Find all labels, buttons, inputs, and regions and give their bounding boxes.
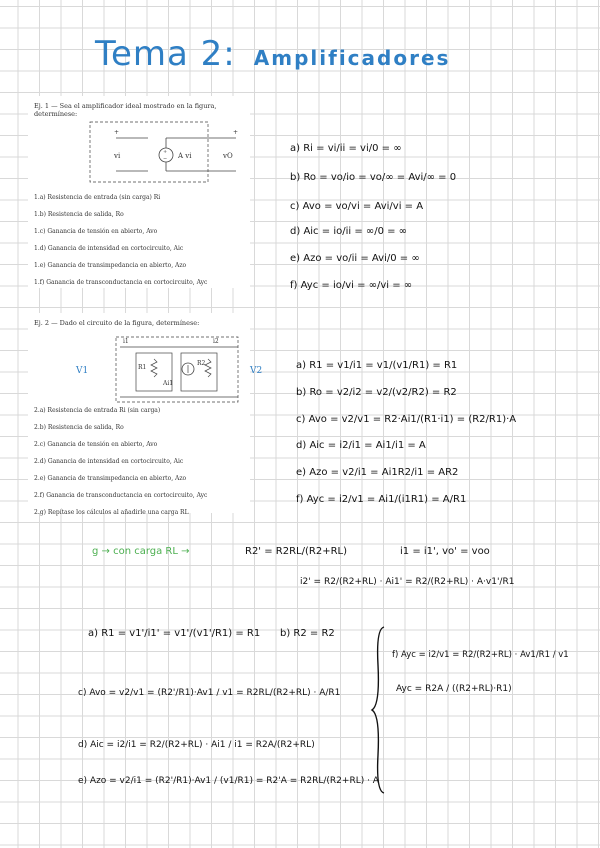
list-item: 2.c) Ganancia de tensión en abierto, Avo — [34, 441, 158, 448]
ex1-answer-b: b) Ro = vo/io = vo/∞ = Avi/∞ = 0 — [290, 172, 457, 183]
ex2-answer-a: a) R1 = v1/i1 = v1/(v1/R1) = R1 — [296, 360, 458, 371]
title-sub: Amplificadores — [253, 46, 451, 70]
ex2-i1-label: i1 — [123, 338, 129, 345]
part-g-answer-d: d) Aic = i2/i1 = R2/(R2+RL) · Ai1 / i1 = R2A/(R2+RL) — [78, 740, 315, 750]
part-g-answer-a: a) R1 = v1'/i1' = v1'/(v1'/R1) = R1 — [88, 628, 261, 639]
ex1-answer-c: c) Avo = vo/vi = Avi/vi = A — [290, 201, 424, 212]
part-g-answer-b: b) R2 = R2 — [280, 628, 335, 639]
list-item: 1.c) Ganancia de tensión en abierto, Avo — [34, 228, 158, 235]
part-g-answer-f2: Ayc = R2A / ((R2+RL)·R1) — [396, 684, 512, 694]
exercise-2-card — [28, 313, 263, 516]
part-g-answer-c: c) Avo = v2/v1 = (R2'/R1)·Av1 / v1 = R2RL/(R2+RL) · A/R1 — [78, 688, 341, 698]
ex1-vi-label: vi — [114, 152, 121, 160]
list-item: 2.b) Resistencia de salida, Ro — [34, 424, 124, 431]
ex2-v1-label: V1 — [76, 366, 89, 376]
ex1-plus-out: + — [233, 129, 239, 136]
ex1-answer-f: f) Ayc = io/vi = ∞/vi = ∞ — [290, 280, 413, 291]
list-item: 1.d) Ganancia de intensidad en cortocircuito, Aic — [34, 245, 184, 252]
ex2-i2-label: i2 — [213, 338, 219, 345]
page-title — [95, 34, 450, 74]
title-main: Tema 2: — [95, 34, 236, 74]
exercise-1-circuit — [28, 96, 250, 191]
ex2-answer-d: d) Aic = i2/i1 = Ai1/i1 = A — [296, 440, 426, 451]
part-g-i2-prime: i2' = R2/(R2+RL) · Ai1' = R2/(R2+RL) · A·v1'/R1 — [300, 577, 515, 587]
ex2-r1-label: R1 — [138, 364, 147, 371]
svg-text:+: + — [163, 149, 168, 155]
exercise-1-items — [34, 194, 207, 296]
list-item: 2.e) Ganancia de transimpedancia en abierto, Azo — [34, 475, 187, 482]
ex1-source-label: A vi — [178, 152, 192, 160]
exercise-1-card — [28, 96, 250, 288]
exercise-2-statement: Ej. 2 — Dado el circuito de la figura, determínese: — [34, 319, 200, 327]
ex2-answer-c: c) Avo = v2/v1 = R2·Ai1/(R1·i1) = (R2/R1)·A — [296, 414, 517, 425]
list-item: 1.b) Resistencia de salida, Ro — [34, 211, 124, 218]
list-item: 2.g) Repítase los cálculos al añadirle una carga RL — [34, 509, 189, 516]
part-g-r2-prime: R2' = R2RL/(R2+RL) — [245, 546, 348, 557]
svg-text:−: − — [163, 156, 168, 162]
ex2-source-label: Ai1 — [163, 380, 174, 387]
exercise-2-circuit — [28, 313, 263, 408]
ex1-answer-d: d) Aic = io/ii = ∞/0 = ∞ — [290, 226, 407, 237]
ex2-answer-f: f) Ayc = i2/v1 = Ai1/(i1R1) = A/R1 — [296, 494, 467, 505]
ex1-answer-a: a) Ri = vi/ii = vi/0 = ∞ — [290, 143, 402, 154]
ex2-v2-label: V2 — [250, 366, 263, 376]
ex1-plus-in: + — [114, 129, 120, 136]
ex2-r2-label: R2 — [197, 360, 206, 367]
part-g-brace — [370, 625, 390, 795]
part-g-currents: i1 = i1', vo' = voo — [400, 546, 490, 557]
list-item: 2.a) Resistencia de entrada Ri (sin carga) — [34, 407, 161, 414]
exercise-1-statement: Ej. 1 — Sea el amplificador ideal mostrado en la figura, determínese: — [34, 102, 217, 118]
ex2-answer-e: e) Azo = v2/i1 = Ai1R2/i1 = AR2 — [296, 467, 459, 478]
part-g-answer-f: f) Ayc = i2/v1 = R2/(R2+RL) · Av1/R1 / v1 — [392, 650, 569, 660]
list-item: 2.d) Ganancia de intensidad en cortocircuito, Aic — [34, 458, 184, 465]
list-item: 1.e) Ganancia de transimpedancia en abierto, Azo — [34, 262, 187, 269]
part-g-label: g → con carga RL → — [92, 546, 190, 557]
list-item: 1.f) Ganancia de transconductancia en cortocircuito, Ayc — [34, 279, 208, 286]
ex1-answer-e: e) Azo = vo/ii = Avi/0 = ∞ — [290, 253, 420, 264]
exercise-2-items — [34, 407, 207, 526]
list-item: 1.a) Resistencia de entrada (sin carga) Ri — [34, 194, 161, 201]
part-g-answer-e: e) Azo = v2/i1 = (R2'/R1)·Av1 / (v1/R1) = R2'A = R2RL/(R2+RL) · A — [78, 776, 379, 786]
list-item: 2.f) Ganancia de transconductancia en cortocircuito, Ayc — [34, 492, 208, 499]
ex2-answer-b: b) Ro = v2/i2 = v2/(v2/R2) = R2 — [296, 387, 457, 398]
ex1-vo-label: vO — [223, 152, 233, 160]
